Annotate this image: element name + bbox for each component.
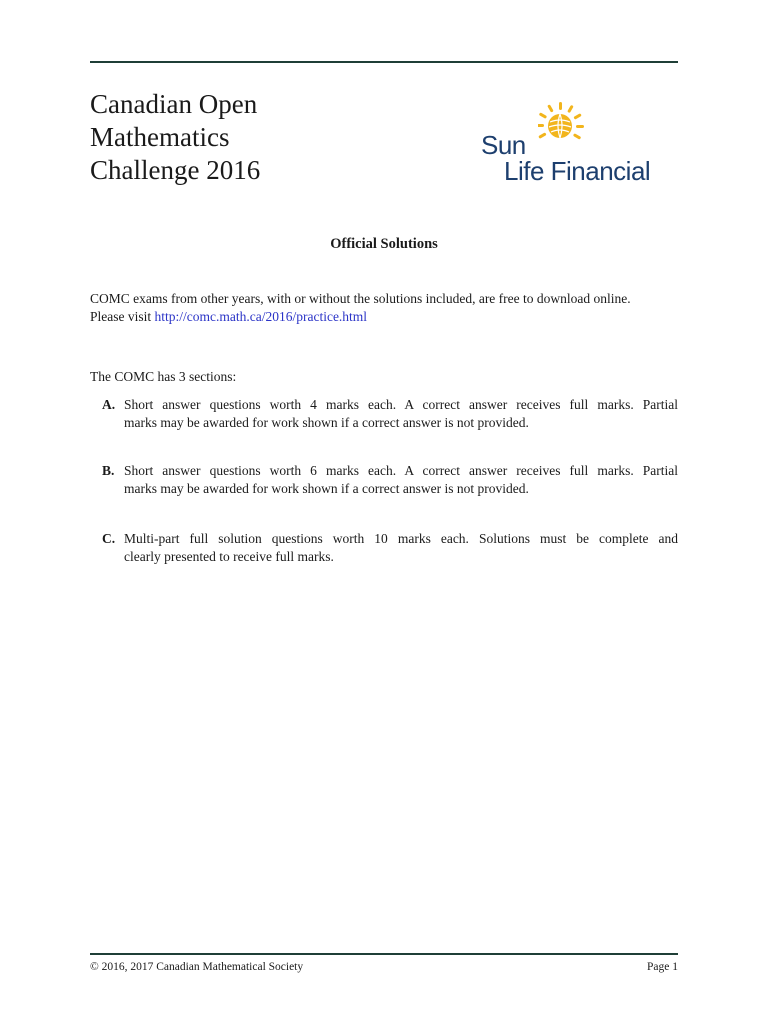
section-description — [124, 530, 678, 566]
footer-page-number: Page 1 — [647, 961, 678, 973]
section-line-1: Multi-part full solution questions worth 10 marks each. Solutions must be complete and — [124, 531, 678, 546]
practice-link[interactable]: http://comc.math.ca/2016/practice.html — [154, 309, 368, 324]
title-line-3: Challenge 2016 — [90, 155, 261, 185]
section-letter: C. — [102, 531, 116, 546]
intro-paragraph — [90, 290, 680, 326]
title-line-2: Mathematics — [90, 122, 230, 152]
title-line-1: Canadian Open — [90, 89, 258, 119]
footer-copyright: © 2016, 2017 Canadian Mathematical Society — [90, 961, 304, 973]
section-description — [124, 462, 678, 498]
section-line-1: Short answer questions worth 6 marks each. A correct answer receives full marks. Partial — [124, 463, 678, 478]
section-letter: B. — [102, 463, 115, 478]
intro-line-1: COMC exams from other years, with or without the solutions included, are free to download online. — [90, 291, 631, 306]
header-rule — [90, 61, 678, 63]
logo-word-sun: Sun — [481, 130, 526, 160]
page-subtitle: Official Solutions — [330, 236, 438, 252]
section-line-2: marks may be awarded for work shown if a correct answer is not provided. — [124, 415, 529, 430]
section-description — [124, 396, 678, 432]
section-line-1: Short answer questions worth 4 marks each. A correct answer receives full marks. Partial — [124, 397, 678, 412]
sections-intro: The COMC has 3 sections: — [90, 369, 237, 384]
section-letter: A. — [102, 397, 116, 412]
document-title — [90, 88, 370, 187]
sun-life-financial-logo — [478, 100, 668, 190]
sun-logo-icon — [538, 100, 586, 148]
logo-word-life-financial: Life Financial — [504, 156, 651, 186]
intro-line-2 — [90, 308, 680, 326]
section-line-2: marks may be awarded for work shown if a correct answer is not provided. — [124, 481, 529, 496]
intro-line-2-prefix: Please visit — [90, 309, 155, 324]
footer-rule — [90, 953, 678, 955]
section-line-2: clearly presented to receive full marks. — [124, 549, 334, 564]
